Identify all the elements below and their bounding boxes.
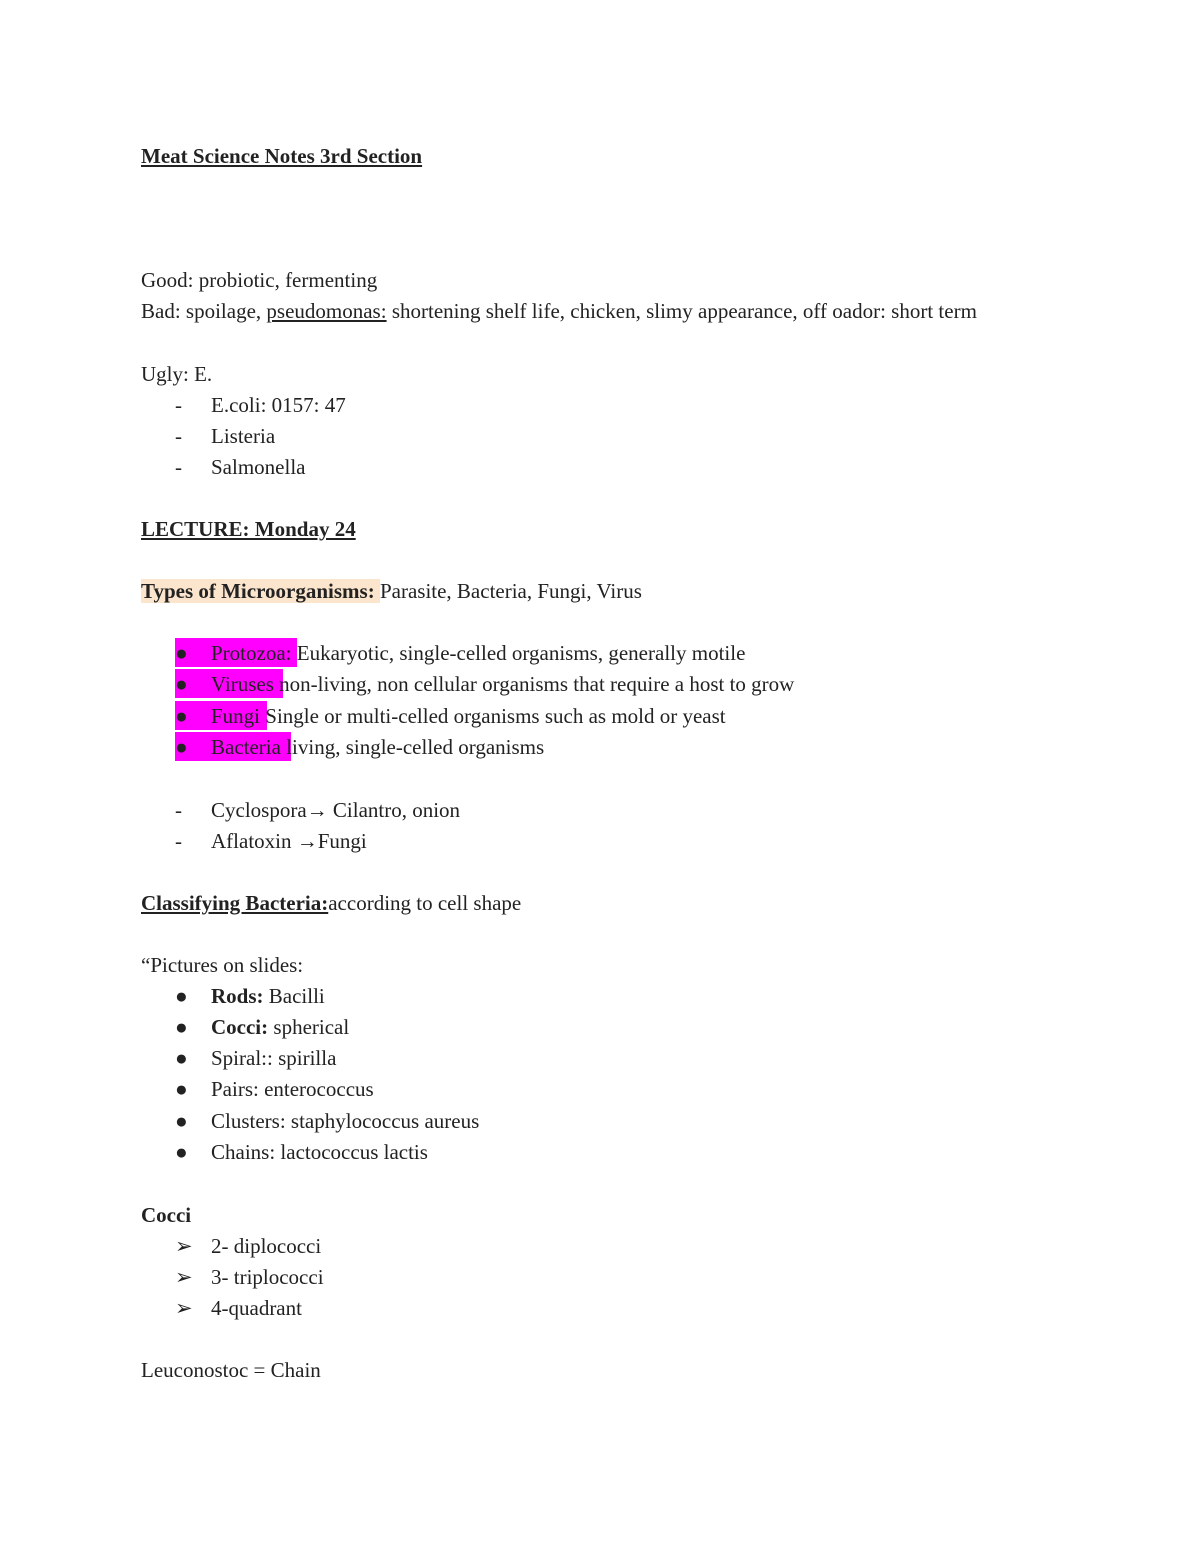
bullet-marker: ● xyxy=(175,1077,188,1101)
bullet-marker: ● xyxy=(175,641,188,665)
shape-bold: Cocci: xyxy=(211,1015,269,1039)
bullet-marker: ● xyxy=(175,1140,188,1164)
cocci-heading: Cocci xyxy=(141,1203,192,1227)
bullet-marker: ● xyxy=(175,984,188,1008)
good-line: Good: probiotic, fermenting xyxy=(141,268,378,292)
bullet-marker: ● xyxy=(175,735,188,759)
leuconostoc-line: Leuconostoc = Chain xyxy=(141,1358,321,1382)
arrow-bullet-icon: ➢ xyxy=(175,1296,193,1320)
classifying-line xyxy=(141,890,521,916)
bad-term: pseudomonas: xyxy=(266,299,387,323)
ugly-line: Ugly: E. xyxy=(141,362,213,386)
shape-bold: Rods: xyxy=(211,984,264,1008)
micro-item-bacteria xyxy=(211,734,544,760)
types-line xyxy=(141,578,642,604)
bullet-marker: ● xyxy=(175,672,188,696)
micro-term: Protozoa xyxy=(211,641,286,665)
bullet-marker: ● xyxy=(175,1046,188,1070)
arrow-bullet-icon: ➢ xyxy=(175,1234,193,1258)
shape-item xyxy=(211,983,325,1009)
dash-marker: - xyxy=(175,455,182,479)
types-text: Parasite, Bacteria, Fungi, Virus xyxy=(379,579,642,603)
shape-item: Spiral:: spirilla xyxy=(211,1046,337,1070)
shape-item: Chains: lactococcus lactis xyxy=(211,1140,428,1164)
micro-desc: living, single-celled organisms xyxy=(280,735,545,759)
bad-rest: shortening shelf life, chicken, slimy appearance, off oador: short term xyxy=(386,299,977,323)
classifying-label: Classifying Bacteria: xyxy=(141,891,329,915)
micro-item-protozoa xyxy=(211,640,745,666)
cocci-item: 3- triplococci xyxy=(211,1265,324,1289)
shape-item xyxy=(211,1014,349,1040)
dash-item: Aflatoxin →Fungi xyxy=(211,829,367,853)
micro-term: Viruses xyxy=(211,672,274,696)
bullet-marker: ● xyxy=(175,704,188,728)
micro-item-viruses xyxy=(211,671,794,697)
micro-desc: non-living, non cellular organisms that require a host to grow xyxy=(273,672,795,696)
micro-term: Fungi xyxy=(211,704,261,728)
cocci-item: 2- diplococci xyxy=(211,1234,322,1258)
arrow-bullet-icon: ➢ xyxy=(175,1265,193,1289)
bullet-marker: ● xyxy=(175,1109,188,1133)
micro-desc: Single or multi-celled organisms such as mold or yeast xyxy=(260,704,726,728)
shape-text: Bacilli xyxy=(263,984,325,1008)
shape-item: Pairs: enterococcus xyxy=(211,1077,374,1101)
bad-line xyxy=(141,296,1041,327)
bullet-marker: ● xyxy=(175,1015,188,1039)
shape-text: spherical xyxy=(268,1015,350,1039)
classifying-text: according to cell shape xyxy=(328,891,522,915)
dash-marker: - xyxy=(175,829,182,853)
dash-item: Cyclospora→ Cilantro, onion xyxy=(211,798,461,822)
cocci-item: 4-quadrant xyxy=(211,1296,302,1320)
ugly-item: Salmonella xyxy=(211,455,306,479)
micro-item-fungi xyxy=(211,703,726,729)
dash-marker: - xyxy=(175,424,182,448)
shape-item: Clusters: staphylococcus aureus xyxy=(211,1109,480,1133)
micro-term: Bacteria xyxy=(211,735,281,759)
lecture-heading: LECTURE: Monday 24 xyxy=(141,517,356,541)
dash-marker: - xyxy=(175,798,182,822)
pictures-note: “Pictures on slides: xyxy=(141,953,304,977)
dash-marker: - xyxy=(175,393,182,417)
bad-prefix: Bad: spoilage, xyxy=(141,299,267,323)
micro-desc: : Eukaryotic, single-celled organisms, generally motile xyxy=(285,641,746,665)
ugly-item: Listeria xyxy=(211,424,276,448)
document-title: Meat Science Notes 3rd Section xyxy=(141,144,423,168)
types-label: Types of Microorganisms: xyxy=(141,579,380,603)
ugly-item: E.coli: 0157: 47 xyxy=(211,393,346,417)
